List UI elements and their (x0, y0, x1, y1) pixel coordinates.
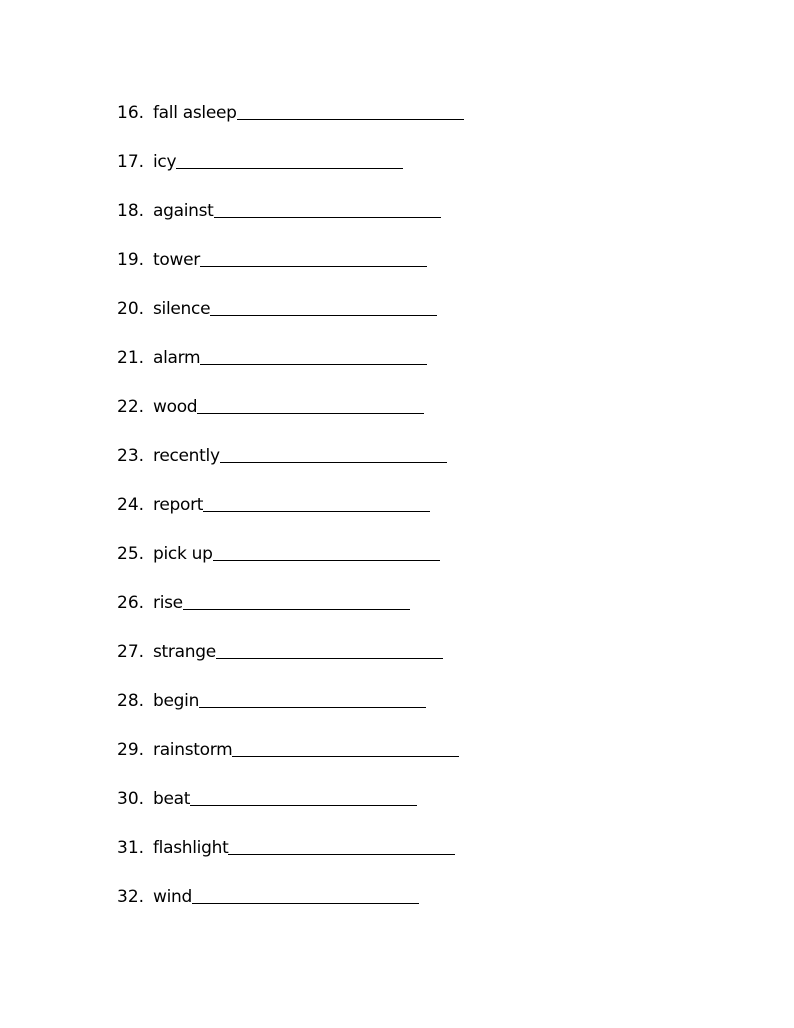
answer-blank[interactable] (200, 363, 427, 365)
answer-blank[interactable] (200, 265, 427, 267)
list-item (117, 441, 447, 465)
item-number: 19. (117, 250, 145, 270)
item-number: 17. (117, 152, 145, 172)
item-number: 24. (117, 495, 145, 515)
item-word: pick up (153, 544, 213, 564)
item-number: 27. (117, 642, 145, 662)
list-item (117, 196, 441, 220)
list-item (117, 490, 430, 514)
answer-blank[interactable] (197, 412, 424, 414)
item-word: tower (153, 250, 200, 270)
list-item (117, 245, 427, 269)
item-number: 31. (117, 838, 145, 858)
answer-blank[interactable] (192, 902, 419, 904)
item-word: fall asleep (153, 103, 237, 123)
item-number: 28. (117, 691, 145, 711)
answer-blank[interactable] (199, 706, 426, 708)
list-item (117, 294, 437, 318)
item-number: 18. (117, 201, 145, 221)
list-item (117, 343, 427, 367)
item-number: 20. (117, 299, 145, 319)
item-word: silence (153, 299, 211, 319)
item-number: 23. (117, 446, 145, 466)
item-number: 30. (117, 789, 145, 809)
answer-blank[interactable] (203, 510, 430, 512)
item-word: begin (153, 691, 200, 711)
item-number: 26. (117, 593, 145, 613)
answer-blank[interactable] (216, 657, 443, 659)
item-word: rainstorm (153, 740, 233, 760)
item-number: 21. (117, 348, 145, 368)
item-number: 25. (117, 544, 145, 564)
item-word: wind (153, 887, 192, 907)
answer-blank[interactable] (220, 461, 447, 463)
item-word: report (153, 495, 204, 515)
item-word: rise (153, 593, 183, 613)
item-word: beat (153, 789, 191, 809)
item-word: strange (153, 642, 216, 662)
answer-blank[interactable] (190, 804, 417, 806)
item-word: icy (153, 152, 177, 172)
list-item (117, 735, 459, 759)
answer-blank[interactable] (183, 608, 410, 610)
item-word: alarm (153, 348, 201, 368)
answer-blank[interactable] (214, 216, 441, 218)
list-item (117, 784, 417, 808)
item-number: 22. (117, 397, 145, 417)
list-item (117, 686, 426, 710)
item-word: recently (153, 446, 220, 466)
answer-blank[interactable] (232, 755, 459, 757)
item-number: 32. (117, 887, 145, 907)
list-item (117, 882, 419, 906)
list-item (117, 539, 440, 563)
answer-blank[interactable] (213, 559, 440, 561)
list-item (117, 98, 464, 122)
answer-blank[interactable] (210, 314, 437, 316)
answer-blank[interactable] (237, 118, 464, 120)
list-item (117, 392, 424, 416)
list-item (117, 588, 410, 612)
item-number: 16. (117, 103, 145, 123)
list-item (117, 637, 443, 661)
list-item (117, 833, 455, 857)
item-word: against (153, 201, 214, 221)
item-word: wood (153, 397, 198, 417)
item-word: flashlight (153, 838, 229, 858)
item-number: 29. (117, 740, 145, 760)
answer-blank[interactable] (176, 167, 403, 169)
answer-blank[interactable] (228, 853, 455, 855)
list-item (117, 147, 403, 171)
